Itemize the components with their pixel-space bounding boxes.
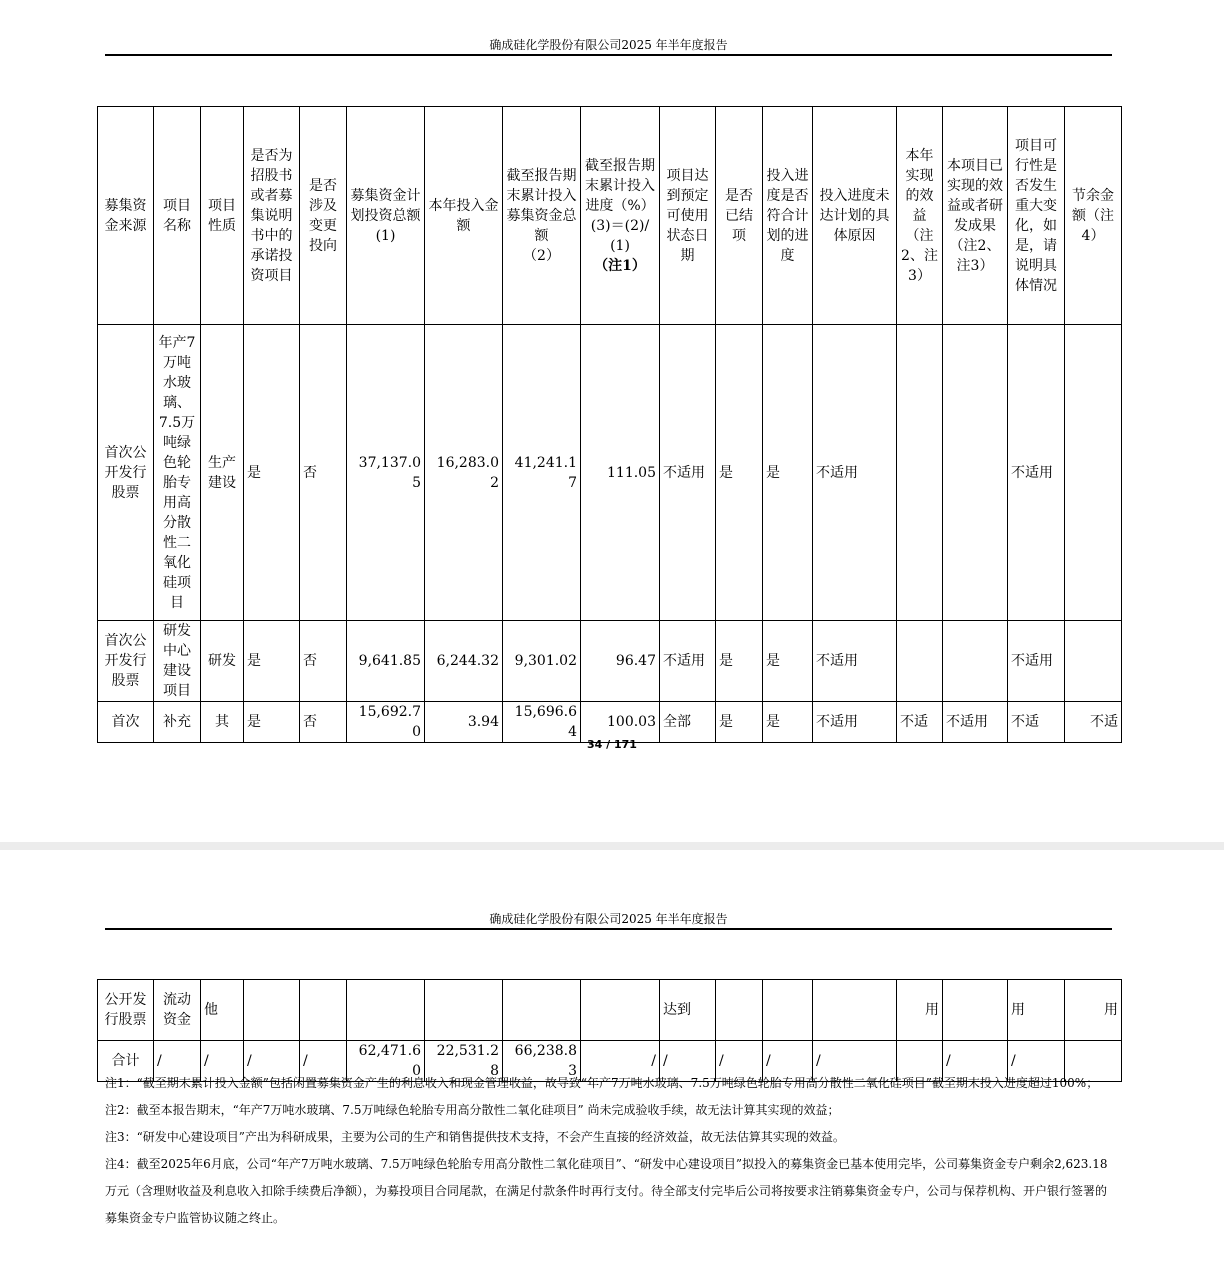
cell-surplus: [1065, 325, 1122, 621]
cell-nature: 研发: [201, 621, 244, 702]
cell-changed: [300, 980, 347, 1041]
cell-name: 流动资金: [154, 980, 201, 1041]
header-planned-text: 募集资金计划投资总额: [350, 187, 421, 224]
cell-reason: [813, 980, 897, 1041]
cell-benefit-done: /: [943, 1041, 1008, 1082]
cell-on-plan: [763, 980, 813, 1041]
header-benefit-done: 本项目已实现的效益或者研发成果（注2、注3）: [943, 107, 1008, 325]
cell-on-plan: 是: [763, 621, 813, 702]
cell-progress: /: [581, 1041, 660, 1082]
cell-reason: /: [813, 1041, 897, 1082]
note-1: 注1：“截至期末累计投入金额”包括闲置募集资金产生的利息收入和现金管理收益，故导致“年产7万吨水玻璃、7.5万吨绿色轮胎专用高分散性二氧化硅项目”截至期末投入进度超过100%；: [105, 1076, 1099, 1090]
cell-closed: 是: [716, 325, 763, 621]
header-progress: [581, 107, 660, 325]
cell-promised: 是: [244, 702, 300, 743]
cell-planned: 15,692.70: [347, 702, 425, 743]
cell-on-plan: /: [763, 1041, 813, 1082]
header-on-plan: 投入进度是否符合计划的进度: [763, 107, 813, 325]
header-nature: 项目性质: [201, 107, 244, 325]
cell-source: 首次: [98, 702, 154, 743]
header-cumulative-text: 截至报告期末累计投入募集资金总额: [506, 167, 577, 244]
cell-on-plan: 是: [763, 702, 813, 743]
cell-current: 6,244.32: [425, 621, 503, 702]
cell-surplus: 用: [1065, 980, 1122, 1041]
header-surplus: 节余金额（注4）: [1065, 107, 1122, 325]
cell-usable-date: 不适用: [660, 621, 716, 702]
cell-cumulative: 41,241.17: [503, 325, 581, 621]
cell-changed: /: [300, 1041, 347, 1082]
header-planned: [347, 107, 425, 325]
cell-benefit-year: [897, 325, 943, 621]
header-benefit-year: 本年实现的效益（注2、注3）: [897, 107, 943, 325]
cell-promised: /: [244, 1041, 300, 1082]
cell-usable-date: 全部: [660, 702, 716, 743]
note-2: 注2：截至本报告期末，“年产7万吨水玻璃、7.5万吨绿色轮胎专用高分散性二氧化硅项目” 尚未完成验收手续，故无法计算其实现的效益；: [105, 1103, 840, 1117]
cell-changed: 否: [300, 702, 347, 743]
cell-progress: 100.03: [581, 702, 660, 743]
cell-nature: 生产建设: [201, 325, 244, 621]
cell-changed: 否: [300, 325, 347, 621]
cell-nature: 他: [201, 980, 244, 1041]
cell-benefit-done: 不适用: [943, 702, 1008, 743]
cell-promised: [244, 980, 300, 1041]
cell-closed: 是: [716, 702, 763, 743]
cell-on-plan: 是: [763, 325, 813, 621]
cell-source: 首次公开发行股票: [98, 621, 154, 702]
header-current: 本年投入金额: [425, 107, 503, 325]
header-closed: 是否已结项: [716, 107, 763, 325]
cell-total-label: 合计: [98, 1041, 154, 1082]
cell-closed: /: [716, 1041, 763, 1082]
table-row-split-bottom: [98, 980, 1122, 1041]
cell-surplus: 不适: [1065, 702, 1122, 743]
fund-usage-table-continued: [97, 979, 1122, 1082]
table-row: [98, 621, 1122, 702]
cell-reason: 不适用: [813, 621, 897, 702]
cell-usable-date: 达到: [660, 980, 716, 1041]
header-cumulative: [503, 107, 581, 325]
header-feasibility: 项目可行性是否发生重大变化，如是，请说明具体情况: [1008, 107, 1065, 325]
cell-nature: 其: [201, 702, 244, 743]
table-header-row: [98, 107, 1122, 325]
cell-name: /: [154, 1041, 201, 1082]
cell-feasibility: 不适: [1008, 702, 1065, 743]
header-reason: 投入进度未达计划的具体原因: [813, 107, 897, 325]
cell-source: 首次公开发行股票: [98, 325, 154, 621]
cell-progress: 111.05: [581, 325, 660, 621]
header-progress-text: 截至报告期末累计投入进度（%）: [585, 157, 655, 214]
cell-progress: 96.47: [581, 621, 660, 702]
cell-promised: 是: [244, 621, 300, 702]
cell-planned: 62,471.60: [347, 1041, 425, 1082]
cell-promised: 是: [244, 325, 300, 621]
header-source: 募集资金来源: [98, 107, 154, 325]
cell-source: 公开发行股票: [98, 980, 154, 1041]
cell-cumulative: 15,696.64: [503, 702, 581, 743]
cell-benefit-year: [897, 621, 943, 702]
cell-name: 研发中心建设项目: [154, 621, 201, 702]
cell-benefit-done: [943, 980, 1008, 1041]
note-3: 注3：“研发中心建设项目”产出为科研成果，主要为公司的生产和销售提供技术支持，不会产生直接的经济效益，故无法估算其实现的效益。: [105, 1130, 845, 1144]
cell-reason: 不适用: [813, 325, 897, 621]
report-page-2: [0, 850, 1224, 1262]
cell-feasibility: /: [1008, 1041, 1065, 1082]
header-progress-formula: (3)＝(2)/(1): [590, 217, 650, 254]
running-header: 确成硅化学股份有限公司2025 年半年度报告: [489, 38, 728, 52]
cell-benefit-done: [943, 325, 1008, 621]
cell-current: 16,283.02: [425, 325, 503, 621]
cell-current: 22,531.28: [425, 1041, 503, 1082]
cell-benefit-year: 用: [897, 980, 943, 1041]
cell-benefit-done: [943, 621, 1008, 702]
cell-usable-date: /: [660, 1041, 716, 1082]
cell-usable-date: 不适用: [660, 325, 716, 621]
cell-changed: 否: [300, 621, 347, 702]
cell-name: 年产7万吨水玻璃、7.5万吨绿色轮胎专用高分散性二氧化硅项目: [154, 325, 201, 621]
table-notes: [105, 1070, 1118, 1232]
header-planned-formula: (1): [375, 227, 396, 244]
cell-feasibility: 不适用: [1008, 621, 1065, 702]
header-progress-note: （注1）: [594, 257, 646, 274]
table-row: [98, 325, 1122, 621]
cell-progress: [581, 980, 660, 1041]
cell-closed: 是: [716, 621, 763, 702]
header-promised: 是否为招股书或者募集说明书中的承诺投资项目: [244, 107, 300, 325]
cell-feasibility: 用: [1008, 980, 1065, 1041]
cell-current: 3.94: [425, 702, 503, 743]
table-row-split-top: [98, 702, 1122, 743]
header-usable-date: 项目达到预定可使用状态日期: [660, 107, 716, 325]
cell-reason: 不适用: [813, 702, 897, 743]
header-cumulative-formula: （2）: [523, 247, 560, 264]
running-header: 确成硅化学股份有限公司2025 年半年度报告: [489, 912, 728, 926]
cell-name: 补充: [154, 702, 201, 743]
header-rule: [105, 54, 1112, 56]
cell-planned: [347, 980, 425, 1041]
header-name: 项目名称: [154, 107, 201, 325]
cell-cumulative: 9,301.02: [503, 621, 581, 702]
cell-closed: [716, 980, 763, 1041]
cell-feasibility: 不适用: [1008, 325, 1065, 621]
cell-planned: 9,641.85: [347, 621, 425, 702]
cell-nature: /: [201, 1041, 244, 1082]
page-number: 34 / 171: [587, 738, 637, 751]
cell-planned: 37,137.05: [347, 325, 425, 621]
cell-current: [425, 980, 503, 1041]
note-4: 注4：截至2025年6月底，公司“年产7万吨水玻璃、7.5万吨绿色轮胎专用高分散性二氧化硅项目”、“研发中心建设项目”拟投入的募集资金已基本使用完毕，公司募集资金专户剩余2,623.18万元（含理财收益及利息收入扣除手续费后净额），为募投项目合同尾款，在满足付款条件时再行支付。待全部支付完毕后公司将按要求注销募集资金专户，公司与保荐机构、开户银行签署的募集资金专户监管协议随之终止。: [105, 1157, 1108, 1225]
header-rule: [105, 928, 1112, 930]
cell-cumulative: [503, 980, 581, 1041]
cell-benefit-year: 不适: [897, 702, 943, 743]
cell-cumulative: 66,238.83: [503, 1041, 581, 1082]
header-changed: 是否涉及变更投向: [300, 107, 347, 325]
fund-usage-table: [97, 106, 1122, 743]
cell-surplus: [1065, 621, 1122, 702]
